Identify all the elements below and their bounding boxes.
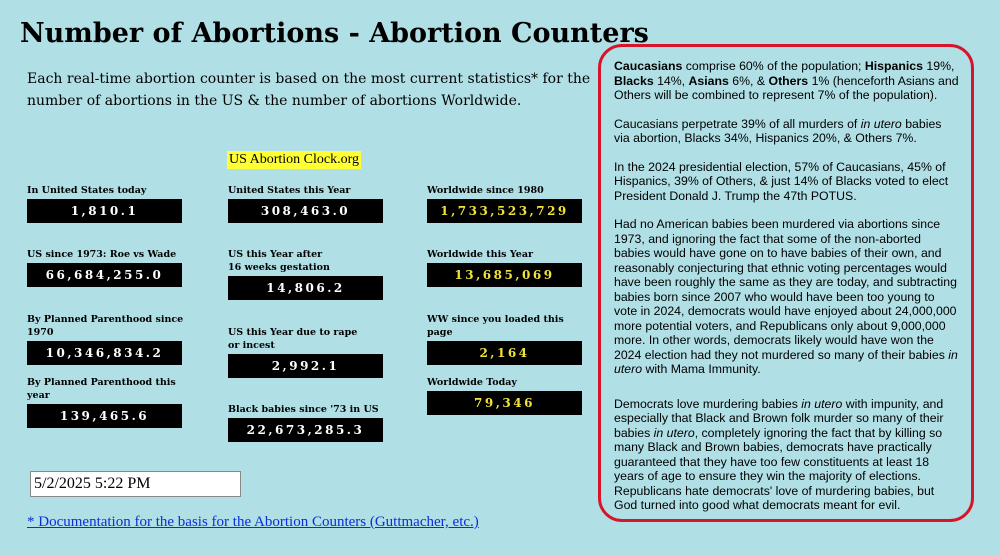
text-span: with impunity, and especially that Black and Brown folk murder so many of their babies bbox=[614, 396, 944, 440]
text-span: comprise 60% of the population; bbox=[682, 59, 865, 73]
counter-value: 1,810.1 bbox=[27, 199, 182, 223]
counter-value: 2,164 bbox=[427, 341, 582, 365]
counter-label: In United States today bbox=[27, 185, 147, 196]
commentary-paragraph-3: In the 2024 presidential election, 57% of Caucasians, 45% of Hispanics, 39% of Others, & just 14% of Blacks voted to elect President Donald J. Trump the 47th POTUS. bbox=[614, 159, 949, 203]
counter-value: 1,733,523,729 bbox=[427, 199, 582, 223]
counter-value: 66,684,255.0 bbox=[27, 263, 182, 287]
counter-label: By Planned Parenthood since 1970 bbox=[27, 314, 184, 338]
counter-ww-since-page-load bbox=[427, 313, 587, 365]
counter-us-this-year bbox=[228, 184, 388, 223]
text-span: with Mama Immunity. bbox=[642, 362, 761, 376]
intro-text: Each real-time abortion counter is based on the most current statistics* for the number of abortions in the US & the number of abortions Worldwide. bbox=[27, 71, 591, 109]
counter-value: 79,346 bbox=[427, 391, 582, 415]
italic-term: in utero bbox=[860, 116, 902, 131]
counter-planned-parenthood-since-1970 bbox=[27, 313, 187, 365]
datetime-field[interactable]: 5/2/2025 5:22 PM bbox=[30, 471, 241, 497]
bold-term: Caucasians bbox=[614, 59, 683, 73]
text-span: Had no American babies been murdered via abortions since 1973, and ignoring the fact that some of the non-aborted babies would have gone on to have babies of their own, and reasonably conjecturing that ethnic voting percentages would have been roughly the same as they are today, and subtracting babies born since 2007 who would have been too young to vote in 2024, democrats would have enjoyed about 24,000,000 more potential voters, and Republicans only about 9,000,000 more. In other words, democrats likely would have won the 2024 election had they not murdered so many of their babies bbox=[614, 217, 957, 362]
commentary-paragraph-1 bbox=[614, 59, 959, 103]
counter-label: Worldwide since 1980 bbox=[427, 185, 544, 196]
italic-term: in utero bbox=[614, 347, 958, 376]
commentary-paragraph-4 bbox=[614, 217, 959, 377]
counter-label: US this Year due to rape or incest bbox=[228, 327, 358, 351]
counter-label: By Planned Parenthood this year bbox=[27, 377, 176, 401]
counter-value: 2,992.1 bbox=[228, 354, 383, 378]
commentary-paragraph-5 bbox=[614, 397, 959, 513]
counter-black-babies-since-73 bbox=[228, 403, 388, 442]
counter-value: 10,346,834.2 bbox=[27, 341, 182, 365]
counter-label: Worldwide this Year bbox=[427, 249, 533, 260]
counter-value: 22,673,285.3 bbox=[228, 418, 383, 442]
text-span: , completely ignoring the fact that by killing so many Black and Brown babies, democrats have practically guaranteed that they have too few constituents at least 18 years of age to ensure they win the majority of elections. Republicans hate democrats' love of murdering babies, but God turned into good what democrats meant for evil. bbox=[614, 425, 943, 512]
text-span: 1% (henceforth Asians and Others will be combined to represent 7% of the population). bbox=[614, 73, 959, 102]
page-title: Number of Abortions - Abortion Counters bbox=[20, 18, 649, 49]
italic-term: in utero bbox=[801, 396, 843, 411]
bold-term: Asians bbox=[688, 73, 729, 88]
text-span: Caucasians perpetrate 39% of all murders of bbox=[614, 116, 861, 131]
counter-planned-parenthood-this-year bbox=[27, 376, 187, 428]
counter-value: 14,806.2 bbox=[228, 276, 383, 300]
commentary-panel bbox=[598, 44, 974, 522]
commentary-paragraph-2 bbox=[614, 117, 959, 146]
documentation-link[interactable]: * Documentation for the basis for the Abortion Counters (Guttmacher, etc.) bbox=[27, 514, 479, 530]
text-span: 6%, & bbox=[728, 73, 769, 88]
text-span: babies via abortion, Blacks 34%, Hispanics 20%, & Others 7%. bbox=[614, 116, 942, 145]
counter-value: 308,463.0 bbox=[228, 199, 383, 223]
counter-worldwide-since-1980 bbox=[427, 184, 587, 223]
bold-term: Others bbox=[768, 73, 809, 88]
counter-label: United States this Year bbox=[228, 185, 351, 196]
counter-worldwide-today bbox=[427, 376, 587, 415]
counter-us-since-1973 bbox=[27, 248, 187, 287]
counter-us-today bbox=[27, 184, 187, 223]
counter-label: US since 1973: Roe vs Wade bbox=[27, 249, 177, 260]
italic-term: in utero bbox=[653, 425, 695, 440]
counter-label: WW since you loaded this page bbox=[427, 314, 564, 338]
counter-us-rape-incest bbox=[228, 326, 388, 378]
text-span: Democrats love murdering babies bbox=[614, 396, 802, 411]
text-span: 19%, bbox=[922, 59, 955, 73]
bold-term: Hispanics bbox=[864, 59, 923, 73]
us-abortion-clock-label: US Abortion Clock.org bbox=[229, 152, 360, 167]
counter-value: 13,685,069 bbox=[427, 263, 582, 287]
counter-label: Worldwide Today bbox=[427, 377, 517, 388]
bold-term: Blacks bbox=[614, 73, 654, 88]
counter-worldwide-this-year bbox=[427, 248, 587, 287]
counter-label: US this Year after 16 weeks gestation bbox=[228, 249, 330, 273]
counter-label: Black babies since '73 in US bbox=[228, 404, 379, 415]
text-span: 14%, bbox=[653, 73, 689, 88]
counter-us-after-16-weeks bbox=[228, 248, 388, 300]
counter-value: 139,465.6 bbox=[27, 404, 182, 428]
